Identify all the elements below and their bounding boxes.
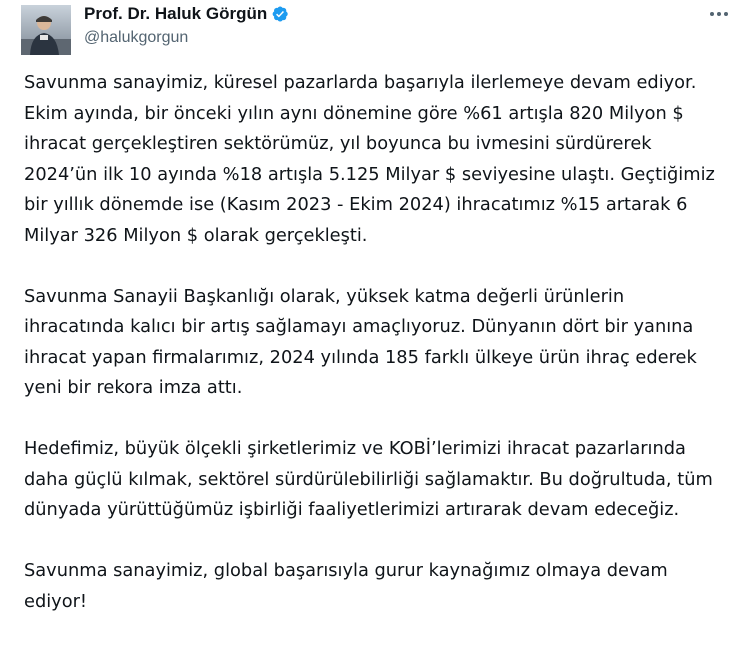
author-display-name[interactable]: Prof. Dr. Haluk Görgün xyxy=(84,4,268,23)
tweet-paragraph xyxy=(24,556,739,617)
tweet-text-line: ihracat yapan firmalarımız, 2024 yılında 185 farklı ülkeye ürün ihraç ederek xyxy=(24,346,697,368)
tweet-text-line: Hedefimiz, büyük ölçekli şirketlerimiz ve KOBİ’lerimizi ihracat pazarlarında xyxy=(24,438,686,459)
tweet-text-line: dünyada yürüttüğümüz işbirliği faaliyetlerimizi artırarak devam edeceğiz. xyxy=(24,499,680,520)
tweet-text-line: ediyor! xyxy=(24,590,88,612)
tweet-text-line: 2024’ün ilk 10 ayında %18 artışla 5.125 Milyar $ seviyesine ulaştı. Geçtiğimiz xyxy=(24,163,715,185)
tweet-text-line: bir yıllık dönemde ise (Kasım 2023 - Ekim 2024) ihracatımız %15 artarak 6 xyxy=(24,194,688,215)
tweet-text-line: yeni bir rekora imza attı. xyxy=(24,377,243,398)
tweet-paragraph xyxy=(24,434,739,526)
avatar-photo xyxy=(21,5,71,55)
more-horizontal-icon xyxy=(710,12,728,16)
tweet-text-line: Ekim ayında, bir önceki yılın aynı dönemine göre %61 artışla 820 Milyon $ xyxy=(24,102,684,124)
author-handle[interactable]: @halukgorgun xyxy=(84,29,189,46)
tweet-text-line: daha güçlü kılmak, sektörel sürdürülebilirliği sağlamaktır. Bu doğrultuda, tüm xyxy=(24,468,713,490)
tweet-paragraph xyxy=(24,68,739,251)
tweet-text-line: ihracatında kalıcı bir artış sağlamayı amaçlıyoruz. Dünyanın dört bir yanına xyxy=(24,316,694,337)
tweet-text-line: ihracat gerçekleştiren sektörümüz, yıl boyunca bu ivmesini sürdürerek xyxy=(24,133,652,154)
tweet-paragraph xyxy=(24,282,739,404)
tweet-text-line: Milyar 326 Milyon $ olarak gerçekleşti. xyxy=(24,224,368,246)
more-options-button[interactable] xyxy=(703,2,735,26)
tweet-text-line: Savunma sanayimiz, global başarısıyla gurur kaynağımız olmaya devam xyxy=(24,560,668,581)
tweet-text-line: Savunma sanayimiz, küresel pazarlarda başarıyla ilerlemeye devam ediyor. xyxy=(24,72,697,93)
tweet-text xyxy=(24,68,739,648)
tweet-text-line: Savunma Sanayii Başkanlığı olarak, yüksek katma değerli ürünlerin xyxy=(24,285,625,307)
verified-badge-icon[interactable] xyxy=(271,5,289,23)
tweet-header xyxy=(0,0,753,60)
avatar[interactable] xyxy=(21,5,71,55)
author-name-row xyxy=(84,4,289,24)
